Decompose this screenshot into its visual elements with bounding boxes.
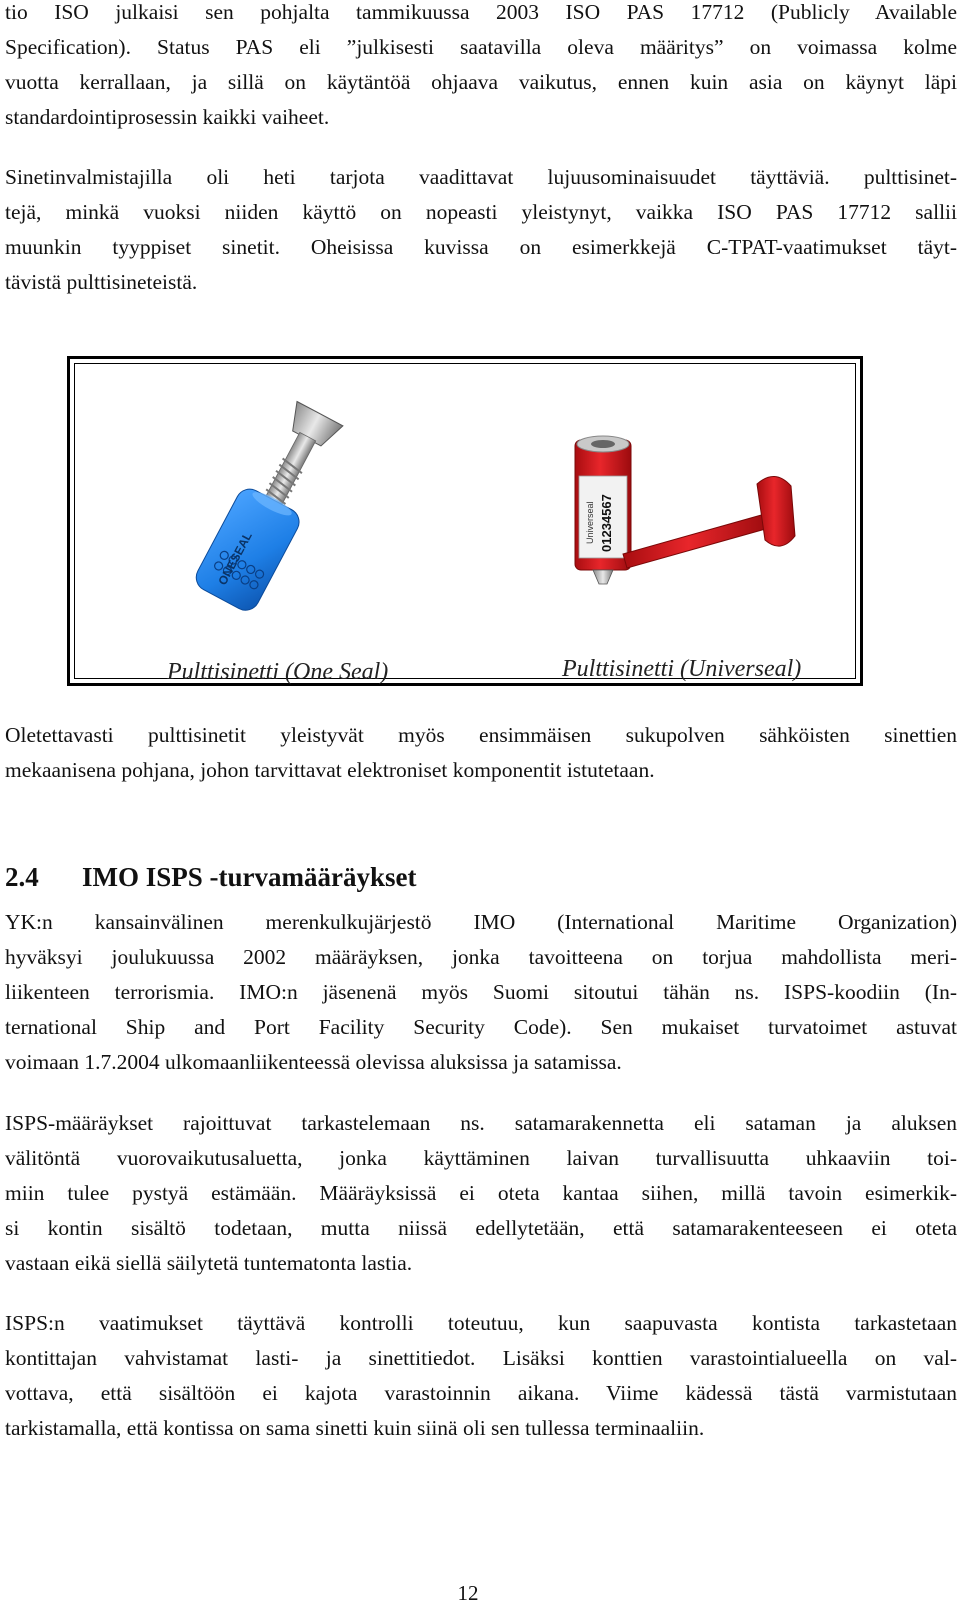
seal-figure-inner bbox=[74, 363, 856, 685]
paragraph-seal-manufacturers bbox=[5, 160, 957, 300]
text-line: ISPS-määräykset rajoittuvat tarkastelemaan ns. satamarakennetta eli sataman ja aluksen bbox=[5, 1111, 957, 1135]
paragraph-iso-pas bbox=[5, 0, 957, 135]
oneseal-brand-text: ONESEAL bbox=[215, 529, 255, 588]
section-heading bbox=[5, 860, 416, 894]
text-line: liikenteen terrorismia. IMO:n jäsenenä myös Suomi sitoutui tähän ns. ISPS-koodiin (In- bbox=[5, 980, 957, 1004]
text-line: voimaan 1.7.2004 ulkomaanliikenteessä olevissa aluksissa ja satamissa. bbox=[5, 1050, 622, 1074]
seal-figure bbox=[67, 356, 863, 686]
text-line: Sinetinvalmistajilla oli heti tarjota vaadittavat lujuusominaisuudet täyttäviä. pulttisinet- bbox=[5, 165, 957, 189]
paragraph-isps-control bbox=[5, 1306, 957, 1446]
text-line: välitöntä vuorovaikutusaluetta, jonka käyttäminen laivan turvallisuutta uhkaaviin toi- bbox=[5, 1146, 957, 1170]
universeal-seal-illustration bbox=[575, 436, 795, 584]
text-line: Specification). Status PAS eli ”julkisesti saatavilla oleva määritys” on voimassa kolme bbox=[5, 35, 957, 59]
caption-universeal: Pulttisinetti (Universeal) bbox=[562, 656, 802, 682]
text-line: tävistä pulttisineteistä. bbox=[5, 270, 198, 294]
universeal-brand-text: Universeal bbox=[585, 501, 595, 544]
text-line: ternational Ship and Port Facility Security Code). Sen mukaiset turvatoimet astuvat bbox=[5, 1015, 957, 1039]
oneseal-seal-illustration bbox=[191, 398, 350, 615]
text-line: tejä, minkä vuoksi niiden käyttö on nopeasti yleistynyt, vaikka ISO PAS 17712 sallii bbox=[5, 200, 957, 224]
text-line: ISPS:n vaatimukset täyttävä kontrolli toteutuu, kun saapuvasta kontista tarkastetaan bbox=[5, 1311, 957, 1335]
universeal-number-text: 01234567 bbox=[599, 494, 614, 552]
text-line: kontittajan vahvistamat lasti- ja sinettitiedot. Lisäksi konttien varastointialueella on val- bbox=[5, 1346, 957, 1370]
text-line: muunkin tyyppiset sinetit. Oheisissa kuvissa on esimerkkejä C-TPAT-vaatimukset täyt- bbox=[5, 235, 957, 259]
paragraph-isps-scope bbox=[5, 1106, 957, 1281]
text-line: vastaan eikä siellä säilytetä tuntematonta lastia. bbox=[5, 1251, 413, 1275]
page-number: 12 bbox=[457, 1581, 479, 1605]
section-title: IMO ISPS -turvamääräykset bbox=[82, 862, 417, 892]
text-line: vottava, että sisältöön ei kajota varastoinnin aikana. Viime kädessä tästä varmistutaan bbox=[5, 1381, 957, 1405]
paragraph-imo bbox=[5, 905, 957, 1080]
section-number: 2.4 bbox=[5, 862, 39, 892]
text-line: Oletettavasti pulttisinetit yleistyvät myös ensimmäisen sukupolven sähköisten sinettien bbox=[5, 723, 957, 747]
text-line: hyväksyi joulukuussa 2002 määräyksen, jonka tavoitteena on torjua mahdollista meri- bbox=[5, 945, 957, 969]
text-line: miin tulee pystyä estämään. Määräyksissä ei oteta kantaa siihen, millä tavoin esimerkik- bbox=[5, 1181, 957, 1205]
text-line: YK:n kansainvälinen merenkulkujärjestö IMO (International Maritime Organization) bbox=[5, 910, 957, 934]
paragraph-electronic-seals bbox=[5, 718, 957, 788]
text-line: vuotta kerrallaan, ja sillä on käytäntöä ohjaava vaikutus, ennen kuin asia on käynyt läpi bbox=[5, 70, 957, 94]
text-line: standardointiprosessin kaikki vaiheet. bbox=[5, 105, 330, 129]
text-line: tarkistamalla, että kontissa on sama sinetti kuin siinä oli sen tullessa terminaaliin. bbox=[5, 1416, 705, 1440]
caption-one-seal: Pulttisinetti (One Seal) bbox=[167, 659, 389, 685]
seal-illustrations bbox=[75, 364, 861, 684]
text-line: si kontin sisältö todetaan, mutta niissä edellytetään, että satamarakenteeseen ei oteta bbox=[5, 1216, 957, 1240]
text-line: mekaanisena pohjana, johon tarvittavat elektroniset komponentit istutetaan. bbox=[5, 758, 655, 782]
text-line: tio ISO julkaisi sen pohjalta tammikuussa 2003 ISO PAS 17712 (Publicly Available bbox=[5, 0, 957, 24]
